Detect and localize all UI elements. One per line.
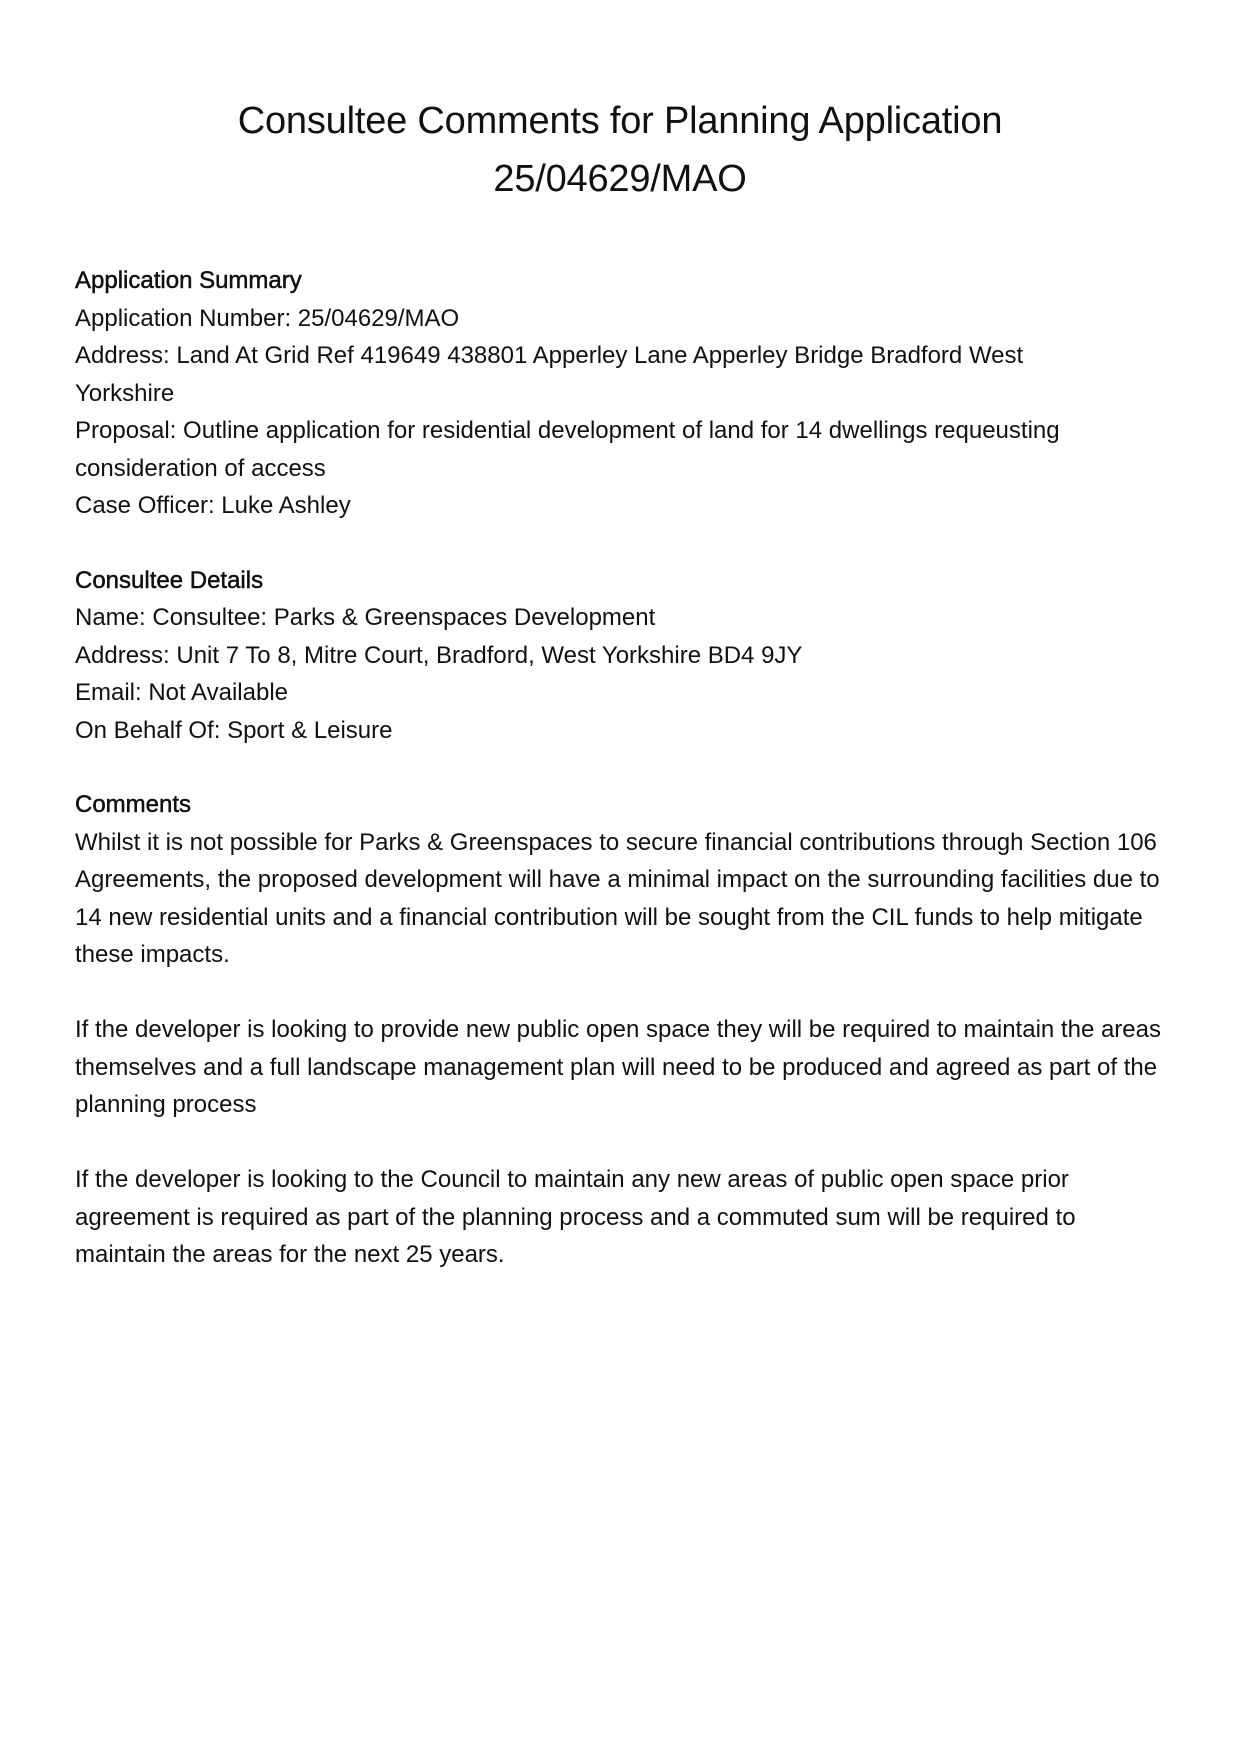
page-title-line-2: 25/04629/MAO [493, 158, 747, 200]
application-address-line-2: Yorkshire [75, 379, 175, 407]
application-summary-section [75, 262, 1165, 525]
consultee-address: Address: Unit 7 To 8, Mitre Court, Bradford, West Yorkshire BD4 9JY [75, 641, 803, 669]
consultee-on-behalf-of: On Behalf Of: Sport & Leisure [75, 716, 393, 744]
comment-paragraph-3: If the developer is looking to the Council to maintain any new areas of public open space prior agreement is required as part of the planning process and a commuted sum will be required to maintain the areas for the next 25 years. [75, 1166, 1076, 1268]
application-address-line-1: Address: Land At Grid Ref 419649 438801 Apperley Lane Apperley Bridge Bradford West [75, 342, 1024, 369]
page-title [75, 0, 1165, 208]
page-title-line-1: Consultee Comments for Planning Application [237, 100, 1003, 142]
comments-heading: Comments [75, 791, 192, 818]
consultee-email: Email: Not Available [75, 679, 288, 706]
case-officer: Case Officer: Luke Ashley [75, 492, 351, 519]
application-summary-heading: Application Summary [75, 267, 302, 294]
consultee-details-heading: Consultee Details [75, 566, 264, 594]
application-proposal-line-1: Proposal: Outline application for residential development of land for 14 dwellings requeusting [75, 417, 1060, 444]
comment-paragraph-1: Whilst it is not possible for Parks & Greenspaces to secure financial contributions through Section 106 Agreements, the proposed development will have a minimal impact on the surrounding facilities due to 14 new residential units and a financial contribution will be sought from the CIL funds to help mitigate these impacts. [75, 828, 1160, 968]
comments-section [75, 786, 1165, 1274]
application-number: Application Number: 25/04629/MAO [75, 304, 460, 332]
consultee-details-section [75, 562, 1165, 750]
application-proposal-line-2: consideration of access [75, 454, 326, 482]
consultee-name: Name: Consultee: Parks & Greenspaces Development [75, 604, 656, 631]
comment-paragraph-2: If the developer is looking to provide new public open space they will be required to maintain the areas themselves and a full landscape management plan will need to be produced and agreed as part of the planning process [75, 1016, 1161, 1118]
